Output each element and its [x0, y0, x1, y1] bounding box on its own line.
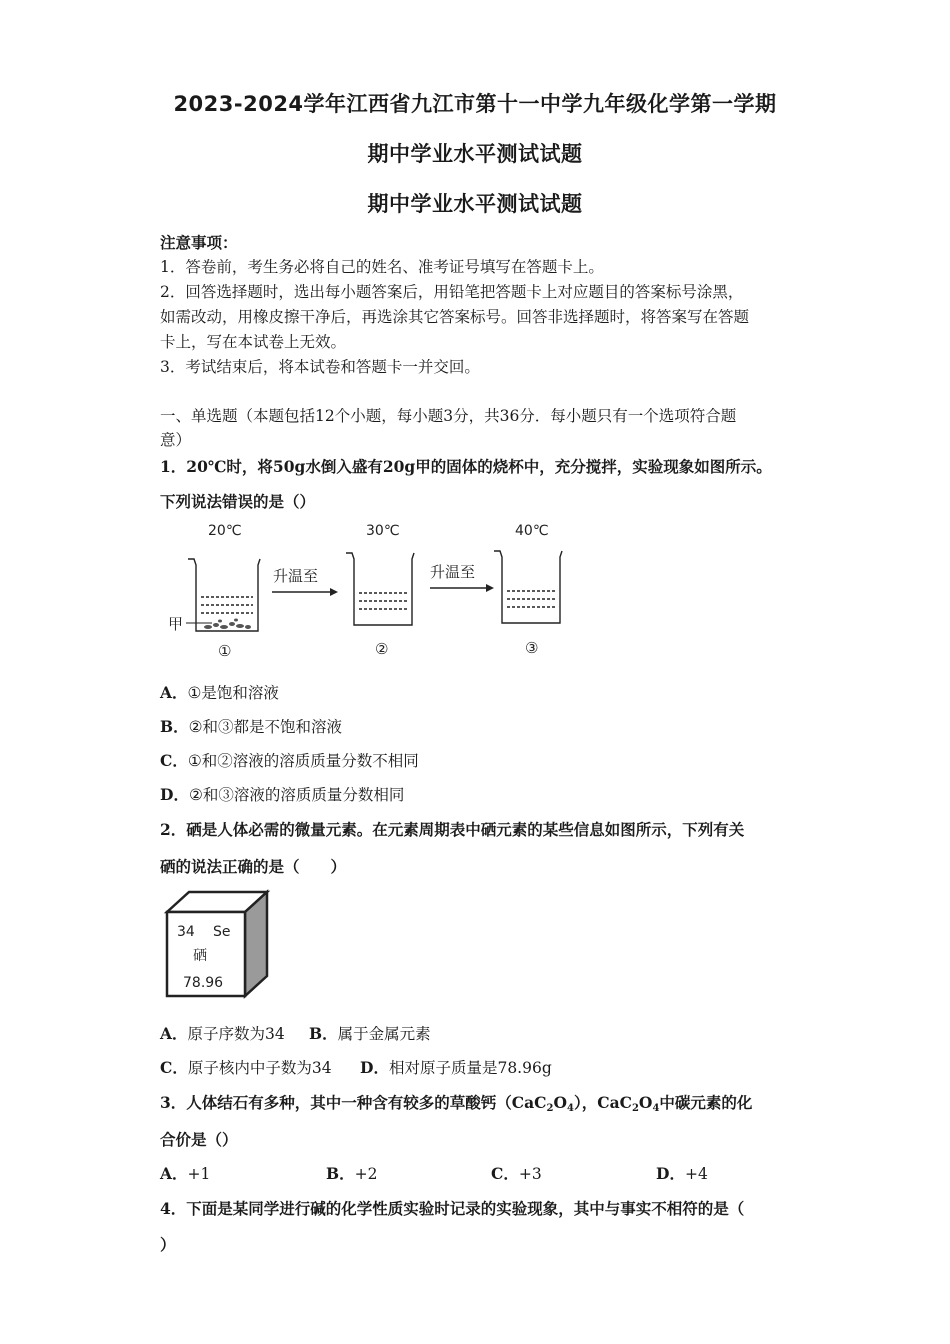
option-text: 原子序数为34	[187, 1025, 285, 1043]
option-text: ②和③都是不饱和溶液	[188, 718, 343, 736]
atomic-number: 34	[177, 924, 195, 940]
note-2-line-1: 2．回答选择题时，选出每小题答案后，用铅笔把答题卡上对应题目的答案标号涂黑，	[160, 283, 744, 301]
option-label: D．	[656, 1164, 685, 1183]
q1-option-d	[160, 783, 800, 805]
formula-part: CaC	[597, 1093, 632, 1112]
option-label: C．	[160, 751, 188, 770]
q3-text-post: 中碳元素的化	[659, 1093, 753, 1112]
label-jia: 甲	[168, 615, 184, 633]
q1-option-c	[160, 749, 800, 771]
beaker-1	[188, 559, 260, 631]
atomic-mass: 78.96	[183, 975, 224, 991]
arrow-2	[430, 584, 494, 592]
option-text: 原子核内中子数为34	[187, 1059, 332, 1077]
q3-text-pre: 3．人体结石有多种，其中一种含有较多的草酸钙（	[160, 1093, 512, 1112]
title-line-2: 期中学业水平测试试题	[367, 142, 583, 166]
q1-option-b	[160, 715, 800, 737]
option-text: +2	[354, 1165, 378, 1183]
arrow-1	[272, 588, 338, 596]
formula-part: O	[638, 1093, 653, 1112]
beaker-number-1: ①	[218, 642, 232, 660]
q2-option-b	[309, 1022, 431, 1044]
option-text: +4	[684, 1165, 708, 1183]
note-3: 3．考试结束后，将本试卷和答题卡一并交回。	[160, 358, 480, 376]
option-label: A．	[160, 1164, 188, 1183]
title-line-1: 2023-2024学年江西省九江市第十一中学九年级化学第一学期	[173, 92, 777, 116]
beaker-number-2: ②	[375, 640, 389, 658]
temp-label-3: 40℃	[515, 523, 549, 539]
option-text: 属于金属元素	[337, 1025, 431, 1043]
q3-option-c	[491, 1162, 542, 1184]
question-4-stem-line-1: 4．下面是某同学进行碱的化学性质实验时记录的实验现象，其中与事实不相符的是（	[160, 1199, 745, 1218]
formula-subscript: 2	[546, 1103, 554, 1114]
question-2-stem-line-1: 2．硒是人体必需的微量元素。在元素周期表中硒元素的某些信息如图所示，下列有关	[160, 820, 745, 839]
option-label: B．	[160, 717, 189, 736]
q3-text-mid: ），	[573, 1093, 598, 1112]
note-1: 1．答卷前，考生务必将自己的姓名、准考证号填写在答题卡上。	[160, 258, 604, 276]
question-3-stem-line-2: 合价是（）	[160, 1130, 238, 1149]
selenium-element-tile	[163, 888, 273, 1003]
beaker-figure	[160, 515, 580, 665]
formula-subscript: 4	[652, 1103, 660, 1114]
formula-part: CaC	[511, 1093, 547, 1112]
option-label: C．	[160, 1058, 188, 1077]
option-label: A．	[160, 683, 188, 702]
section-1-heading-line-2: 意）	[160, 431, 192, 449]
option-label: C．	[491, 1164, 519, 1183]
note-2-line-3: 卡上，写在本试卷上无效。	[160, 333, 347, 351]
element-symbol: Se	[213, 924, 231, 940]
q3-option-d	[656, 1162, 708, 1184]
undissolved-solid	[204, 619, 251, 630]
beaker-2	[346, 553, 414, 625]
formula-1	[512, 1093, 574, 1112]
option-label: D．	[160, 785, 189, 804]
formula-2	[597, 1093, 659, 1112]
arrow-label-2: 升温至	[430, 563, 476, 581]
option-label: A．	[160, 1024, 188, 1043]
question-4-stem-line-2: ）	[160, 1235, 176, 1254]
option-text: ①和②溶液的溶质质量分数不相同	[187, 752, 419, 770]
option-text: ①是饱和溶液	[187, 684, 279, 702]
option-text: +3	[518, 1165, 542, 1183]
title-line-3: 期中学业水平测试试题	[367, 192, 583, 216]
q3-option-a	[160, 1162, 210, 1184]
option-label: B．	[326, 1164, 355, 1183]
q2-option-a	[160, 1022, 285, 1044]
temp-label-1: 20℃	[208, 523, 242, 539]
q2-option-d	[360, 1056, 552, 1078]
option-label: B．	[309, 1024, 338, 1043]
beaker-3	[494, 551, 562, 623]
note-2-line-2: 如需改动，用橡皮擦干净后，再选涂其它答案标号。回答非选择题时，将答案写在答题	[160, 308, 750, 326]
option-text: 相对原子质量是78.96g	[388, 1059, 552, 1077]
question-1-stem-line-1: 1．20℃时，将50g水倒入盛有20g甲的固体的烧杯中，充分搅拌，实验现象如图所示。	[160, 457, 772, 476]
question-1-stem-line-2: 下列说法错误的是（）	[160, 492, 316, 511]
arrow-label-1: 升温至	[273, 567, 319, 585]
element-name: 硒	[193, 948, 207, 964]
question-3-stem-line-1	[160, 1091, 800, 1114]
temp-label-2: 30℃	[366, 523, 400, 539]
option-text: +1	[187, 1165, 211, 1183]
q1-option-a	[160, 681, 800, 703]
formula-part: O	[553, 1093, 567, 1112]
formula-subscript: 4	[567, 1103, 574, 1114]
q3-option-b	[326, 1162, 377, 1184]
beaker-number-3: ③	[525, 639, 539, 657]
section-1-heading-line-1: 一、单选题（本题包括12个小题，每小题3分，共36分．每小题只有一个选项符合题	[160, 407, 737, 425]
option-text: ②和③溶液的溶质质量分数相同	[188, 786, 405, 804]
option-label: D．	[360, 1058, 389, 1077]
q2-option-c	[160, 1056, 332, 1078]
formula-subscript: 2	[631, 1103, 639, 1114]
notes-heading: 注意事项：	[160, 233, 238, 252]
question-2-stem-line-2: 硒的说法正确的是（ ）	[160, 857, 347, 876]
